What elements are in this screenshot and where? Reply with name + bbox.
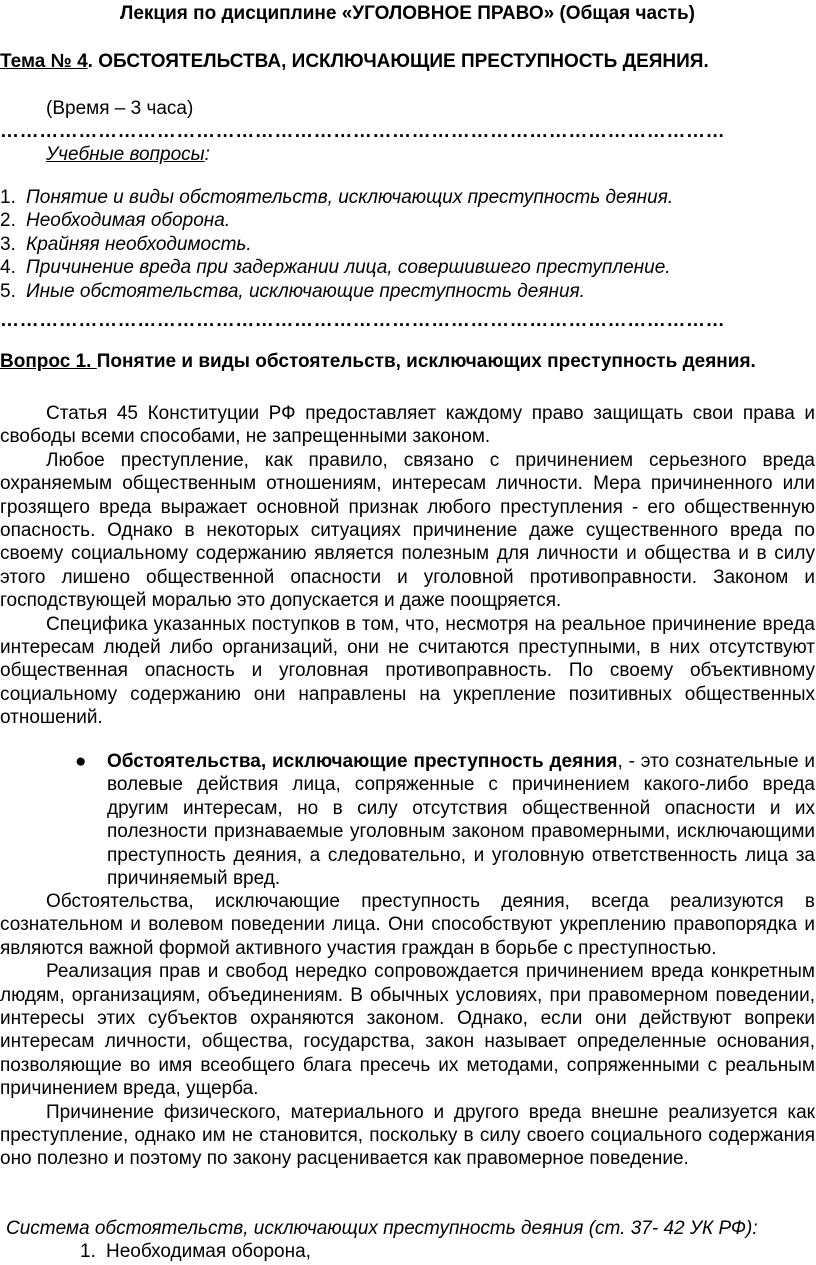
lecture-title: Лекция по дисциплине «УГОЛОВНОЕ ПРАВО» (Общая часть) xyxy=(120,3,695,24)
paragraph: Реализация прав и свобод нередко сопровождается причинением вреда конкретным людям, организациям, объединениям. В обычных условиях, при правомерном поведении, интересы этих субъектов охраняются законом. Однако, если они действуют вопреки интересам личности, общества, государства, закон называет определенные основания, позволяющие во имя всеобщего блага пресечь их методами, сопряженными с реальным причинением вреда, ущерба. xyxy=(0,961,815,1100)
question-text: Причинение вреда при задержании лица, совершившего преступление. xyxy=(26,257,671,279)
paragraph: Статья 45 Конституции РФ предоставляет каждому право защищать свои права и свободы всеми способами, не запрещенными законом. xyxy=(0,403,815,448)
question-item xyxy=(0,233,252,256)
question-number: 5. xyxy=(0,280,16,302)
question-item xyxy=(0,256,671,279)
definition-term: Обстоятельства, исключающие преступность деяния xyxy=(107,751,618,772)
question-text: Иные обстоятельства, исключающие преступность деяния. xyxy=(26,280,585,302)
topic-title: . ОБСТОЯТЕЛЬСТВА, ИСКЛЮЧАЮЩИЕ ПРЕСТУПНОСТЬ ДЕЯНИЯ. xyxy=(87,51,709,72)
paragraph: Причинение физического, материального и другого вреда внешне реализуется как преступление, однако им не становится, поскольку в силу своего социального содержания оно полезно и поэтому по закону расценивается как правомерное поведение. xyxy=(0,1101,815,1170)
question-item xyxy=(0,186,673,209)
section-heading xyxy=(0,350,756,373)
question-number: 2. xyxy=(0,210,16,232)
question-text: Необходимая оборона. xyxy=(26,210,231,232)
question-item xyxy=(0,209,230,232)
questions-heading: Учебные вопросы: xyxy=(46,144,210,165)
question-item xyxy=(0,280,585,303)
question-number: 4. xyxy=(0,257,16,279)
paragraph: Обстоятельства, исключающие преступность деяния, всегда реализуются в сознательном и волевом поведении лица. Они способствуют укреплению правопорядка и являются важной формой активного участия граждан в борьбе с преступностью. xyxy=(0,891,815,959)
section-label: Вопрос 1. xyxy=(0,351,97,372)
dotted-separator-bottom: ………………………………………………………………………………………………… xyxy=(0,310,726,331)
section-title: Понятие и виды обстоятельств, исключающих преступность деяния. xyxy=(96,351,756,372)
topic-label: Тема № 4 xyxy=(0,51,88,72)
bullet-icon: ● xyxy=(75,751,87,772)
system-list-item xyxy=(80,1240,311,1263)
question-number: 3. xyxy=(0,233,16,255)
system-list-number: 1. xyxy=(80,1241,96,1262)
dotted-separator-top: ………………………………………………………………………………………………… xyxy=(0,121,726,142)
question-number: 1. xyxy=(0,187,16,208)
paragraph: Специфика указанных поступков в том, что, несмотря на реальное причинение вреда интересам людей либо организаций, они не считаются преступными, в них отсутствуют общественная опасность и уголовная противоправность. По своему объективному социальному содержанию они направлены на укрепление позитивных общественных отношений. xyxy=(0,613,815,729)
body-block-1 xyxy=(0,402,815,730)
definition-bullet xyxy=(75,750,815,890)
question-text: Понятие и виды обстоятельств, исключающих преступность деяния. xyxy=(26,187,674,208)
paragraph: Любое преступление, как правило, связано с причинением серьезного вреда охраняемым общественным отношениям, интересам личности. Мера причиненного или грозящего вреда выражает основной признак любого преступления - его общественную опасность. Однако в некоторых ситуациях причинение даже существенного вреда по своему социальному содержанию является полезным для личности и общества и в силу этого лишено общественной опасности и уголовной противоправности. Законом и господствующей моралью это допускается и даже поощряется. xyxy=(0,449,815,612)
questions-heading-text: Учебные вопросы xyxy=(46,144,205,165)
system-list-text: Необходимая оборона, xyxy=(106,1241,311,1262)
definition-text: , - это сознательные и волевые действия лица, сопряженные с причинением какого-либо вреда другим интересам, но в силу отсутствия общественной опасности и их полезности признаваемые уголовным законом правомерными, исключающими преступность деяния, а следовательно, и уголовную ответственность лица за причиняемый вред. xyxy=(107,751,815,890)
topic-heading xyxy=(0,50,709,73)
question-text: Крайняя необходимость. xyxy=(26,233,252,255)
system-heading: Система обстоятельств, исключающих преступность деяния (ст. 37- 42 УК РФ): xyxy=(6,1218,758,1239)
body-block-2 xyxy=(0,890,815,1171)
time-note: (Время – 3 часа) xyxy=(46,98,194,119)
